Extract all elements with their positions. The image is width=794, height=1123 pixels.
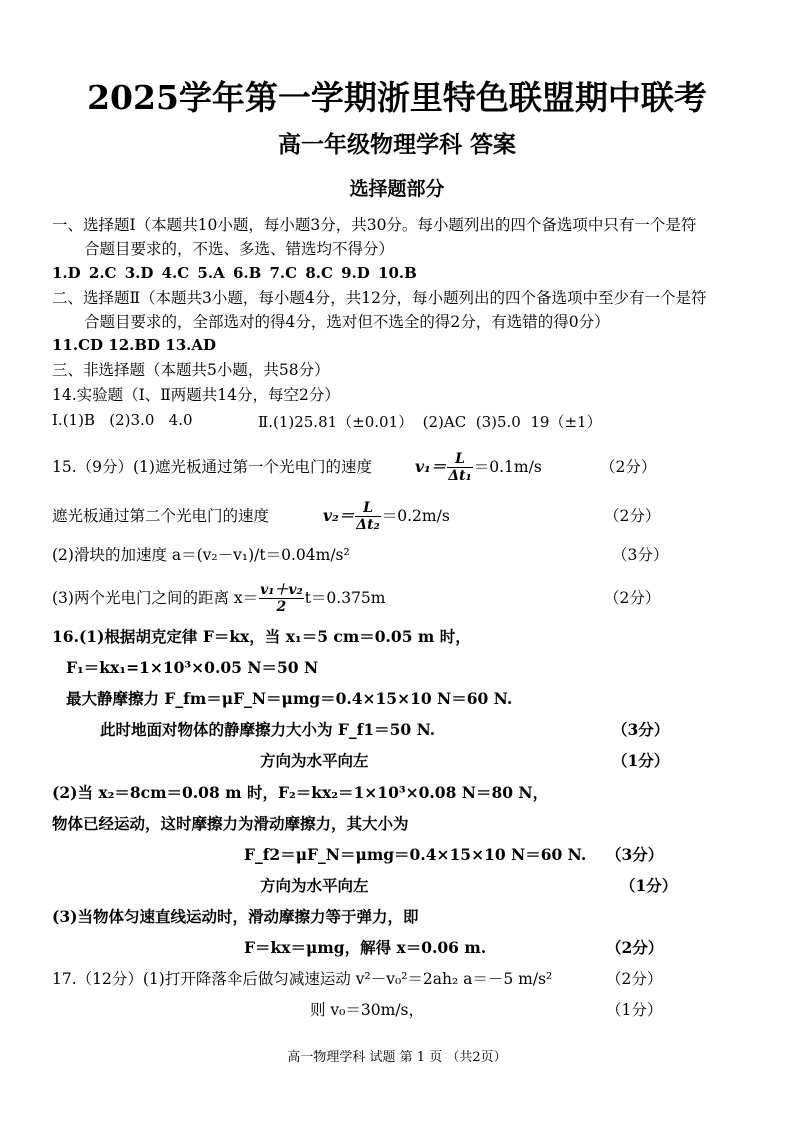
q15-line4-text: (3)两个光电门之间的距离 x＝ bbox=[52, 589, 259, 607]
q15-line1-fraction bbox=[447, 451, 472, 484]
q16-line11-score: （2分） bbox=[606, 938, 664, 957]
document-title: 2025学年第一学期浙里特色联盟期中联考 bbox=[87, 78, 707, 117]
q16-line5: 方向为水平向左 bbox=[260, 751, 369, 770]
q14-part2-answers: Ⅱ.(1)25.81（±0.01） (2)AC (3)5.0 19（±1） bbox=[258, 413, 602, 431]
q15-line2-equation bbox=[323, 496, 450, 536]
q16-line9-score: （1分） bbox=[620, 876, 678, 895]
part2-instruction-line2: 合题目要求的，全部选对的得4分，选对但不选全的得2分，有选错的得0分） bbox=[84, 313, 610, 331]
q16-line5-score: （1分） bbox=[612, 751, 670, 770]
q15-line1-equation bbox=[415, 447, 542, 487]
q15-line3-text: (2)滑块的加速度 a＝(v₂－v₁)/t＝0.04m/s² bbox=[52, 546, 350, 564]
q15-line1-text: 15.（9分）(1)遮光板通过第一个光电门的速度 bbox=[52, 458, 372, 476]
q15-line2-score: （2分） bbox=[604, 507, 661, 525]
q15-line1-eq-rhs: ＝0.1m/s bbox=[473, 458, 542, 476]
q15-line4-fraction bbox=[259, 582, 304, 615]
document-subtitle: 高一年级物理学科 答案 bbox=[277, 131, 516, 158]
q15-line4-frac-num: v₁＋v₂ bbox=[260, 581, 303, 598]
q15-line4-eq-rhs: t＝0.375m bbox=[304, 589, 386, 607]
part2-instruction-line1: 二、选择题Ⅱ（本题共3小题，每小题4分，共12分，每小题列出的四个备选项中至少有一个是符 bbox=[52, 289, 707, 307]
q16-line2: F₁＝kx₁=1×10³×0.05 N＝50 N bbox=[66, 658, 319, 677]
q17-line2: 则 v₀＝30m/s， bbox=[310, 1001, 424, 1019]
q15-line1-frac-den: Δt₁ bbox=[448, 467, 472, 484]
q17-line1: 17.（12分）(1)打开降落伞后做匀减速运动 v²－v₀²＝2ah₂ a＝－5 m/s² bbox=[52, 970, 553, 988]
q14-part1-answers: Ⅰ.(1)B (2)3.0 4.0 bbox=[52, 411, 193, 429]
part2-answers: 11.CD 12.BD 13.AD bbox=[52, 336, 217, 354]
page-footer: 高一物理学科 试题 第 1 页 （共2页） bbox=[287, 1050, 507, 1065]
q15-line4-frac-den: 2 bbox=[276, 598, 287, 615]
q15-line2-text: 遮光板通过第二个光电门的速度 bbox=[52, 507, 270, 525]
part1-instruction-line1: 一、选择题Ⅰ（本题共10小题，每小题3分，共30分。每小题列出的四个备选项中只有一个是符 bbox=[52, 216, 697, 234]
q14-heading: 14.实验题（Ⅰ、Ⅱ两题共14分，每空2分） bbox=[52, 386, 340, 404]
q16-line4: 此时地面对物体的静摩擦力大小为 F_f1＝50 N. bbox=[100, 720, 436, 739]
q16-line6: (2)当 x₂＝8cm＝0.08 m 时，F₂＝kx₂＝1×10³×0.08 N＝80 N， bbox=[52, 783, 549, 802]
q16-line3: 最大静摩擦力 F_fm＝μF_N＝μmg＝0.4×15×10 N＝60 N. bbox=[66, 689, 513, 708]
q16-line9: 方向为水平向左 bbox=[260, 876, 369, 895]
q15-line4-equation bbox=[52, 578, 386, 618]
q15-line2-frac-den: Δt₂ bbox=[356, 516, 380, 533]
part3-heading: 三、非选择题（本题共5小题，共58分） bbox=[52, 361, 330, 379]
q16-line8: F_f2＝μF_N＝μmg＝0.4×15×10 N＝60 N. bbox=[244, 845, 587, 864]
section-heading: 选择题部分 bbox=[349, 178, 445, 200]
q16-line4-score: （3分） bbox=[612, 720, 670, 739]
q17-line2-score: （1分） bbox=[606, 1001, 663, 1019]
q16-line7: 物体已经运动，这时摩擦力为滑动摩擦力，其大小为 bbox=[52, 814, 409, 833]
q15-line3-score: （3分） bbox=[612, 546, 669, 564]
q15-line1-eq-lhs: v₁＝ bbox=[415, 457, 447, 476]
q15-line1-frac-num: L bbox=[447, 451, 472, 468]
q15-line2-fraction bbox=[355, 500, 380, 533]
q15-line1-score: （2分） bbox=[600, 458, 657, 476]
q16-line11: F＝kx＝μmg，解得 x＝0.06 m. bbox=[244, 938, 487, 957]
q17-line1-score: （2分） bbox=[606, 970, 663, 988]
q16-line10: (3)当物体匀速直线运动时，滑动摩擦力等于弹力，即 bbox=[52, 907, 419, 926]
q16-line8-score: （3分） bbox=[606, 845, 664, 864]
part1-answers: 1.D 2.C 3.D 4.C 5.A 6.B 7.C 8.C 9.D 10.B bbox=[52, 264, 417, 282]
q15-line2-eq-lhs: v₂＝ bbox=[323, 506, 355, 525]
q16-line1: 16.(1)根据胡克定律 F＝kx，当 x₁＝5 cm＝0.05 m 时， bbox=[52, 627, 471, 646]
q15-line2-eq-rhs: ＝0.2m/s bbox=[381, 507, 450, 525]
q15-line4-score: （2分） bbox=[604, 589, 661, 607]
q15-line2-frac-num: L bbox=[355, 500, 380, 517]
part1-instruction-line2: 合题目要求的，不选、多选、错选均不得分） bbox=[84, 240, 395, 258]
